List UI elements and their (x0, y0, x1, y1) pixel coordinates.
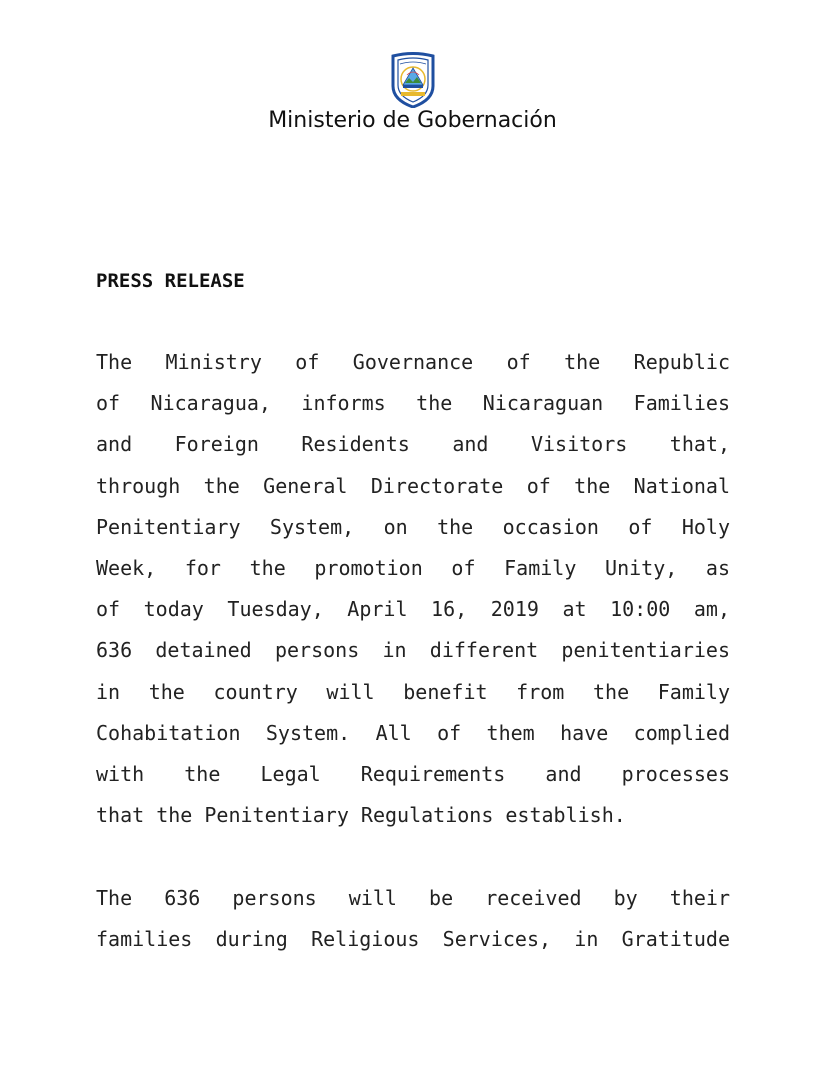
text-line: with the Legal Requirements and processes (96, 761, 730, 786)
text-line: The 636 persons will be received by their (96, 886, 730, 910)
text-line: in the country will benefit from the Family (96, 679, 730, 704)
text-line: and Foreign Residents and Visitors that, (96, 432, 730, 457)
text-line: through the General Directorate of the National (96, 473, 730, 498)
text-line: of today Tuesday, April 16, 2019 at 10:00 am, (96, 597, 730, 622)
text-line: 636 detained persons in different penitentiaries (96, 638, 730, 663)
text-line: Week, for the promotion of Family Unity, as (96, 555, 730, 580)
body-paragraph-2 (96, 878, 730, 960)
nicaragua-seal-icon (390, 52, 436, 108)
text-line: The Ministry of Governance of the Republic (96, 350, 730, 374)
ministry-name: Ministerio de Gobernación (268, 108, 557, 133)
text-line: Penitentiary System, on the occasion of Holy (96, 514, 730, 539)
text-line: Cohabitation System. All of them have complied (96, 720, 730, 745)
body-paragraph-1 (96, 342, 730, 836)
document-title: PRESS RELEASE (96, 270, 245, 292)
letterhead (0, 52, 825, 108)
text-line: of Nicaragua, informs the Nicaraguan Families (96, 391, 730, 416)
text-line: that the Penitentiary Regulations establish. (96, 803, 626, 828)
text-line: families during Religious Services, in Gratitude (96, 927, 730, 952)
